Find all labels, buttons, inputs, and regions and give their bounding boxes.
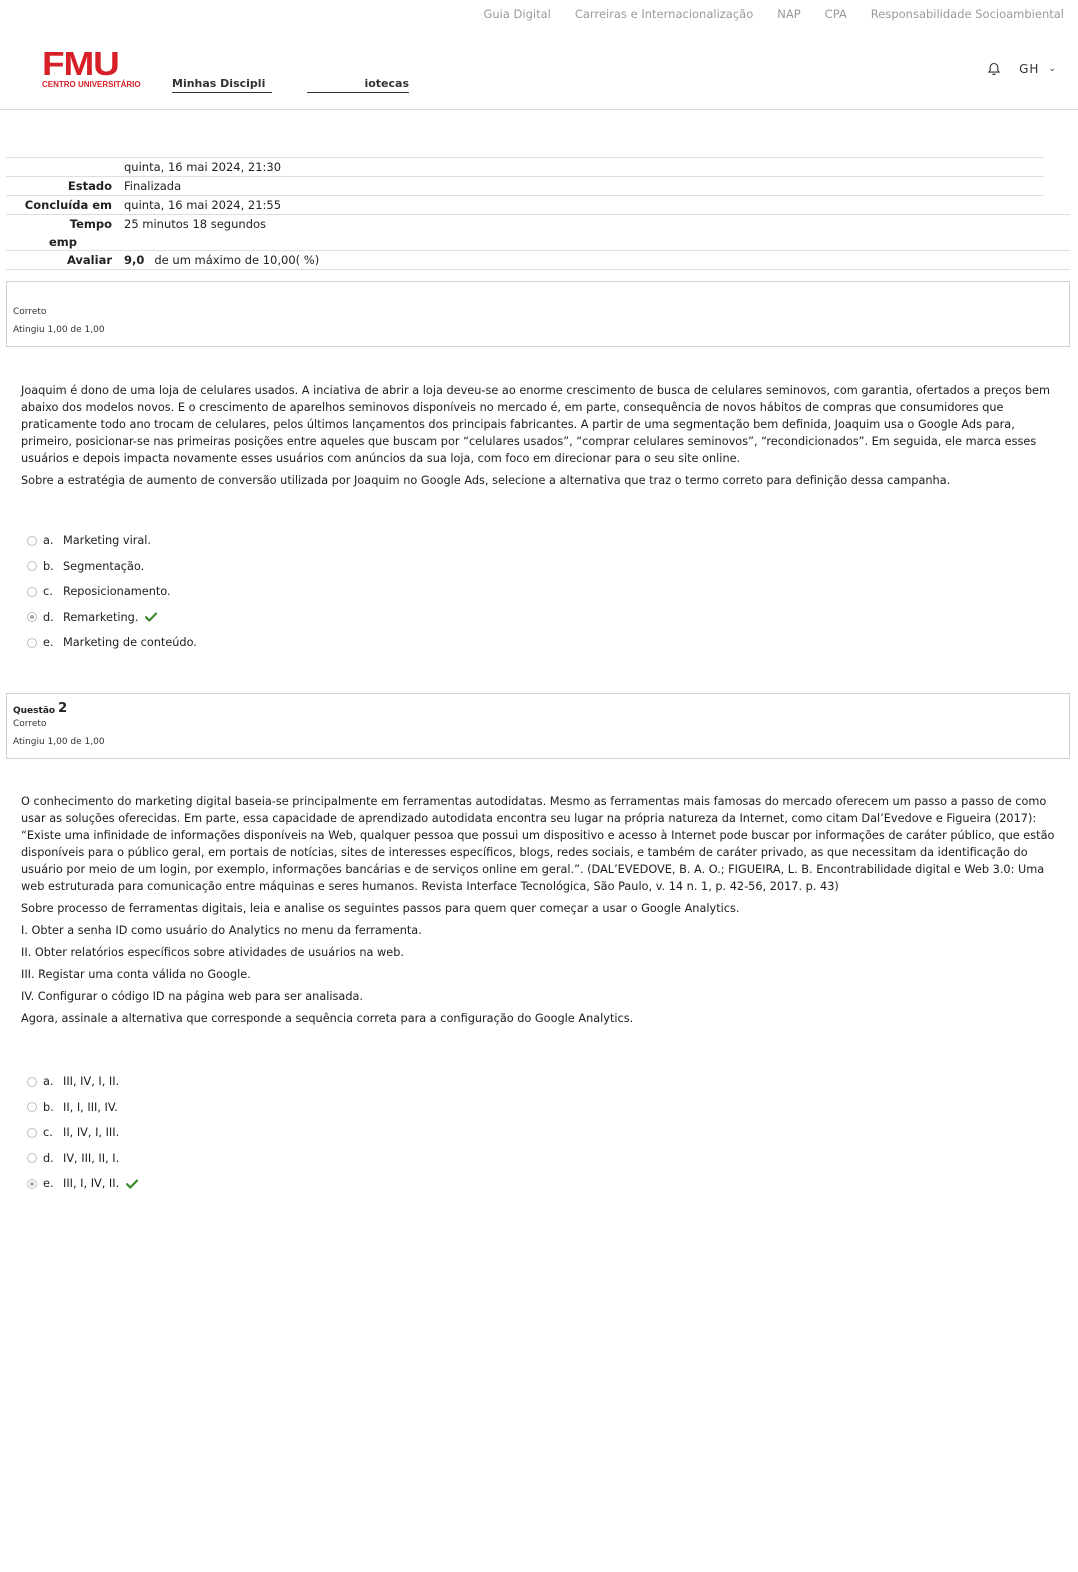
summary-row-started xyxy=(6,157,1044,176)
question-1-answers xyxy=(27,528,197,656)
radio-button[interactable] xyxy=(27,1102,37,1112)
user-area xyxy=(987,62,1056,76)
radio-button[interactable] xyxy=(27,536,37,546)
question-2-step-2: II. Obter relatórios específicos sobre atividades de usuários na web. xyxy=(21,946,405,959)
attempt-summary xyxy=(6,157,1070,270)
concluida-value: quinta, 16 mai 2024, 21:55 xyxy=(124,198,282,212)
question-2-step-1: I. Obter a senha ID como usuário do Analytics no menu da ferramenta. xyxy=(21,924,422,937)
grade-max: de um máximo de 10,00( %) xyxy=(154,253,320,267)
concluida-label: Concluída em xyxy=(24,198,112,212)
tempo-value: 25 minutos 18 segundos xyxy=(124,217,267,231)
question-2-paragraph: O conhecimento do marketing digital baseia-se principalmente em ferramentas autodidatas. Mesmo as ferramentas mais famosas do mercado oferecem um passo a passo de como usar as soluções oferecidas. Em parte, essa capacidade de aprendizado autodidata encontra seu lugar na própria natureza da Internet, como citam Dal’Evedove e Figueira (2017): “Existe uma infinidade de informações disponíveis na Web, qualquer pessoa que possui um dispositivo e acesso à Internet pode buscar por informações de caráter público, que estão disponíveis para o público geral, em portais de notícias, sites de interesses específicos, blogs, redes sociais, e também de caráter privado, as que necessitam da identificação do usuário por meio de um login, por exemplo, informações bancárias e de serviços online em geral.”. (DAL’EVEDOVE, B. A. O.; FIGUEIRA, L. B. Encontrabilidade digital e Web 3.0: Uma web estruturada para comunicação entre máquinas e seres humanos. Revista Interface Tecnológica, São Paulo, v. 14 n. 1, p. 42-56, 2017. p. 43) xyxy=(21,795,1055,893)
top-nav-cpa[interactable]: CPA xyxy=(824,7,847,21)
radio-button[interactable] xyxy=(27,638,37,648)
correct-check-icon xyxy=(126,1179,138,1189)
answer-option[interactable]: e. Marketing de conteúdo. xyxy=(27,630,197,656)
question-2-mark: Atingiu 1,00 de 1,00 xyxy=(13,737,105,747)
site-header xyxy=(0,28,1078,110)
fmu-logo[interactable] xyxy=(42,45,142,92)
radio-button[interactable] xyxy=(27,561,37,571)
nav-minhas-disciplinas[interactable]: Minhas Discipli xyxy=(172,77,272,93)
question-1-paragraph: Joaquim é dono de uma loja de celulares usados. A inciativa de abrir a loja deveu-se ao enorme crescimento de busca de celulares seminovos, com garantia, ofertados a preços bem abaixo dos modelos novos. E o crescimento de aparelhos seminovos disponíveis no mercado é, em parte, consequência de novos hábitos de compras que consumidores que praticamente todo ano trocam de celulares, pelos últimos lançamentos dos principais fabricantes. A partir de uma segmentação bem definida, Joaquim usa o Google Ads para, primeiro, posicionar-se nas primeiras posições entre aqueles que buscam por “celulares usados”, “comprar celulares seminovos”, “recondicionados”. Em seguida, ele marca esses usuários e depois impacta novamente esses usuários com anúncios da sua loja, com foco em direcionar para o seu site online. xyxy=(21,384,1050,465)
started-value: quinta, 16 mai 2024, 21:30 xyxy=(124,160,282,174)
nav-bibliotecas[interactable]: iotecas xyxy=(307,77,409,93)
radio-button-checked[interactable] xyxy=(27,612,37,622)
logo-subtitle: CENTRO UNIVERSITÁRIO xyxy=(42,79,141,89)
tempo-label-wrap: emp xyxy=(49,235,78,249)
question-2-status: Correto xyxy=(13,719,47,729)
question-1-text xyxy=(21,382,1057,494)
logo-mark: FMU xyxy=(42,45,119,82)
answer-option-selected[interactable]: d. Remarketing. xyxy=(27,605,197,631)
tempo-label: Tempo xyxy=(69,217,112,231)
question-2-info xyxy=(6,693,1070,759)
answer-option[interactable]: a. III, IV, I, II. xyxy=(27,1069,138,1095)
top-nav-nap[interactable]: NAP xyxy=(777,7,801,21)
question-1-info xyxy=(6,281,1070,347)
answer-option[interactable]: b. Segmentação. xyxy=(27,554,197,580)
summary-row-avaliar xyxy=(6,250,1070,270)
question-1-status: Correto xyxy=(13,307,47,317)
question-2-prompt: Sobre processo de ferramentas digitais, leia e analise os seguintes passos para quem quer começar a usar o Google Analytics. xyxy=(21,902,740,915)
question-2-label: Questão xyxy=(13,706,56,716)
radio-button[interactable] xyxy=(27,1153,37,1163)
answer-option[interactable]: c. II, IV, I, III. xyxy=(27,1120,138,1146)
question-2-step-3: III. Registar uma conta válida no Google. xyxy=(21,968,251,981)
estado-label: Estado xyxy=(67,179,112,193)
avaliar-label: Avaliar xyxy=(66,253,112,267)
grade-value: 9,0 xyxy=(124,253,145,267)
chevron-down-icon[interactable]: ⌄ xyxy=(1048,64,1056,74)
answer-option[interactable]: c. Reposicionamento. xyxy=(27,579,197,605)
estado-value: Finalizada xyxy=(124,179,182,193)
answer-option[interactable]: a. Marketing viral. xyxy=(27,528,197,554)
bell-icon[interactable] xyxy=(987,62,1001,76)
top-nav-carreiras[interactable]: Carreiras e Internacionalização xyxy=(574,7,754,21)
question-2-text xyxy=(21,793,1057,1032)
question-2-answers xyxy=(27,1069,138,1197)
radio-button-checked[interactable] xyxy=(27,1179,37,1189)
question-2-step-4: IV. Configurar o código ID na página web para ser analisada. xyxy=(21,990,364,1003)
radio-button[interactable] xyxy=(27,1128,37,1138)
answer-option[interactable]: b. II, I, III, IV. xyxy=(27,1095,138,1121)
top-utility-nav xyxy=(459,0,1078,28)
question-1-mark: Atingiu 1,00 de 1,00 xyxy=(13,325,105,335)
radio-button[interactable] xyxy=(27,587,37,597)
summary-row-tempo xyxy=(6,214,1070,250)
answer-option[interactable]: d. IV, III, II, I. xyxy=(27,1146,138,1172)
question-1-prompt: Sobre a estratégia de aumento de conversão utilizada por Joaquim no Google Ads, selecione a alternativa que traz o termo correto para definição dessa campanha. xyxy=(21,474,951,487)
summary-row-estado xyxy=(6,176,1044,195)
main-nav xyxy=(172,77,409,93)
top-nav-guia-digital[interactable]: Guia Digital xyxy=(483,7,551,21)
question-2-instruction: Agora, assinale a alternativa que corresponde a sequência correta para a configuração do Google Analytics. xyxy=(21,1012,634,1025)
correct-check-icon xyxy=(145,612,157,622)
question-2-number: 2 xyxy=(58,701,68,716)
answer-option-selected[interactable]: e. III, I, IV, II. xyxy=(27,1171,138,1197)
radio-button[interactable] xyxy=(27,1077,37,1087)
top-nav-responsabilidade[interactable]: Responsabilidade Socioambiental xyxy=(870,7,1064,21)
summary-row-concluida xyxy=(6,195,1044,214)
user-initials[interactable]: GH xyxy=(1019,62,1040,76)
